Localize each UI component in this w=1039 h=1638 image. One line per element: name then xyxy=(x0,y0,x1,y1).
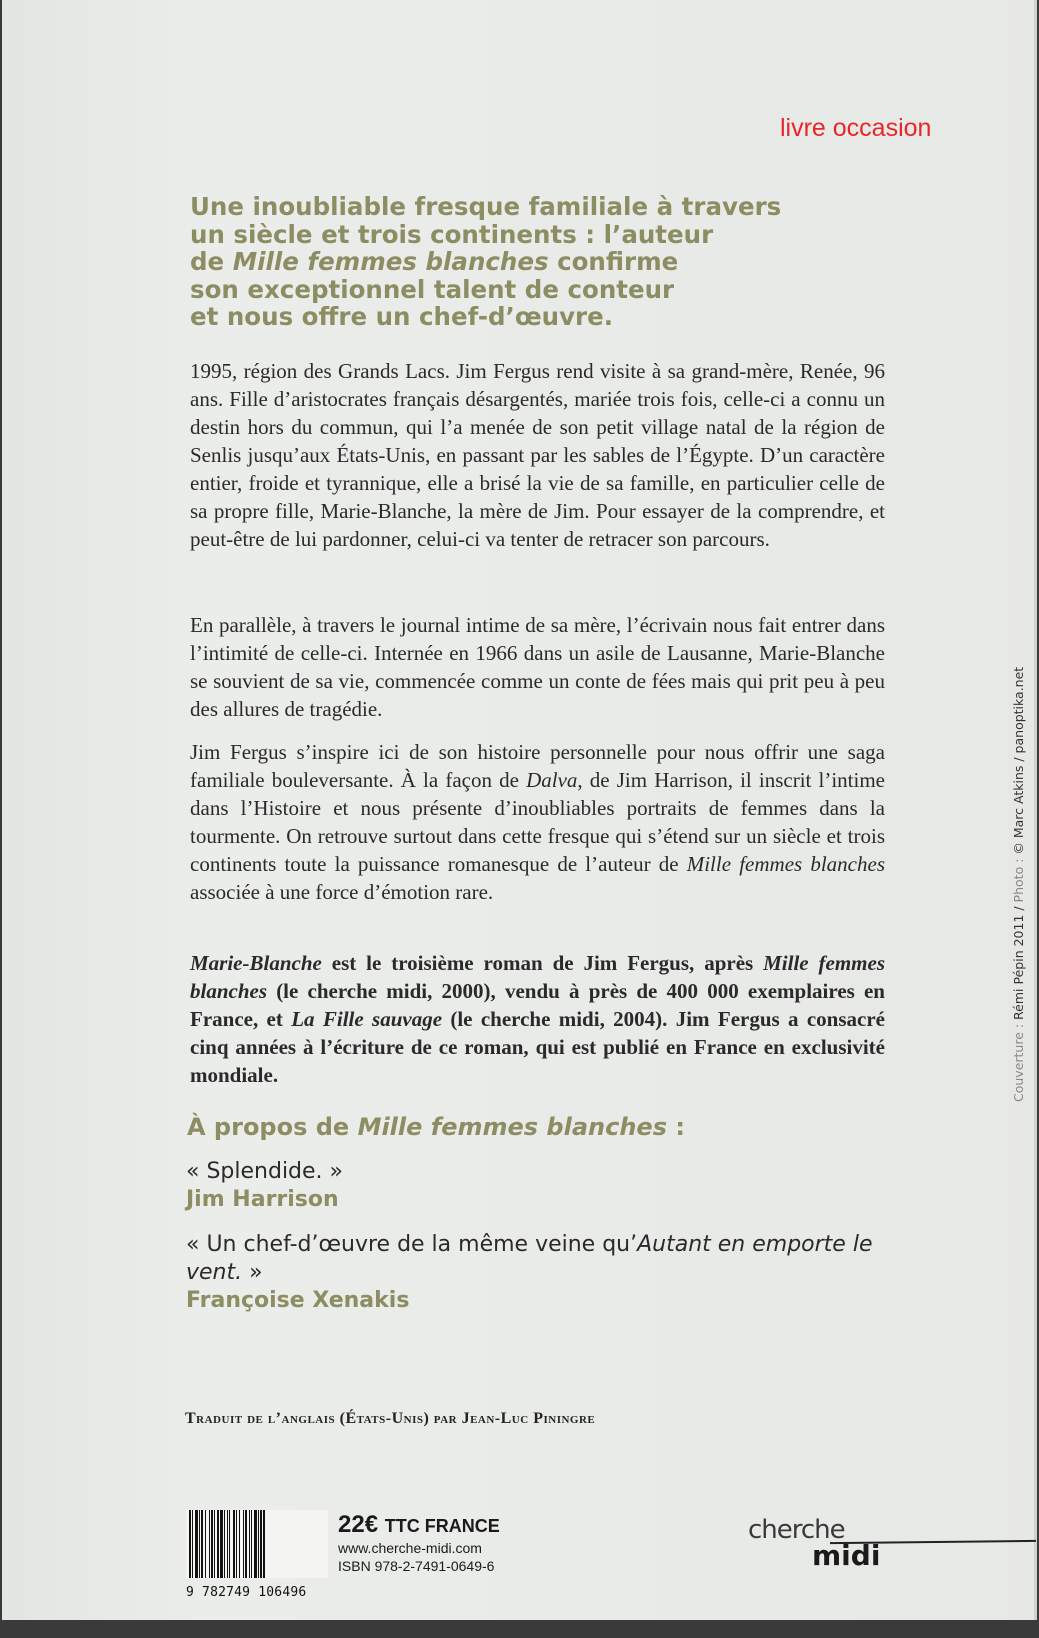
isbn: ISBN 978-2-7491-0649-6 xyxy=(338,1558,495,1574)
quote-author: Françoise Xenakis xyxy=(186,1288,410,1313)
synopsis-paragraph-1: 1995, région des Grands Lacs. Jim Fergus rend visite à sa grand-mère, Renée, 96 ans. Fille d’aristocrates français désargentés, mariée trois fois, celle-ci a connu un destin hors du commun, qui l’a menée de son petit village natal de la région de Senlis jusqu’aux États-Unis, en passant par les sables de l’Égypte. D’un caractère entier, froide et tyrannique, elle a brisé la vie de sa famille, en particulier celle de sa propre fille, Marie-Blanche, la mère de Jim. Pour essayer de la comprendre, et peut-être de lui pardonner, celui-ci va tenter de retracer son parcours. xyxy=(190,359,885,551)
barcode-bars xyxy=(186,1510,328,1578)
synopsis-paragraph-3: Jim Fergus s’inspire ici de son histoire personnelle pour nous offrir une saga familiale bouleversante. À la façon de Dalva, de Jim Harrison, il inscrit l’intime dans l’Histoire et nous présente d’inoubliables portraits de femmes dans la tourmente. On retrouve surtout dans cette fresque qui s’étend sur un siècle et trois continents toute la puissance romanesque de l’auteur de Mille femmes blanches associée à une force d’émotion rare. xyxy=(190,740,885,904)
publisher-website: www.cherche-midi.com xyxy=(338,1540,482,1556)
quote-text: « Splendide. » xyxy=(186,1159,343,1184)
used-book-label: livre occasion xyxy=(780,114,932,142)
quote-2: « Un chef-d’œuvre de la même veine qu’Autant en emporte le vent. » Françoise Xenakis xyxy=(186,1231,886,1315)
barcode-number: 9 782749 106496 xyxy=(186,1585,307,1600)
quote-author: Jim Harrison xyxy=(186,1187,339,1212)
quote-1 xyxy=(186,1158,886,1214)
barcode xyxy=(186,1510,328,1602)
publisher-logo: cherche midi xyxy=(748,1515,881,1572)
synopsis-paragraph-2: En parallèle, à travers le journal intime de sa mère, l’écrivain nous fait entrer dans l’intimité de celle-ci. Internée en 1966 dans un asile de Lausanne, Marie-Blanche se souvient de sa vie, commencée comme un conte de fées mais qui prit peu à peu des allures de tragédie. xyxy=(190,613,885,721)
cover-credit: Couverture : Rémi Pépin 2011 / Photo : © Marc Atkins / panoptika.net xyxy=(1011,666,1026,1102)
author-paragraph: Marie-Blanche est le troisième roman de Jim Fergus, après Mille femmes blanches (le cherche midi, 2000), vendu à près de 400 000 exemplaires en France, et La Fille sauvage (le cherche midi, 2004). Jim Fergus a consacré cinq années à l’écriture de ce roman, qui est publié en France en exclusivité mondiale. xyxy=(190,951,885,1087)
about-heading: À propos de Mille femmes blanches : xyxy=(187,1113,685,1141)
book-back-cover xyxy=(2,0,1037,1620)
tagline: Une inoubliable fresque familiale à travers un siècle et trois continents : l’auteur de Mille femmes blanches confirme son exceptionnel talent de conteur et nous offre un chef-d’œuvre. xyxy=(190,192,782,331)
price: 22€ TTC FRANCE xyxy=(338,1511,500,1538)
price-block xyxy=(338,1512,500,1575)
translator-credit: Traduit de l’anglais (États-Unis) par Jean-Luc Piningre xyxy=(185,1410,596,1427)
